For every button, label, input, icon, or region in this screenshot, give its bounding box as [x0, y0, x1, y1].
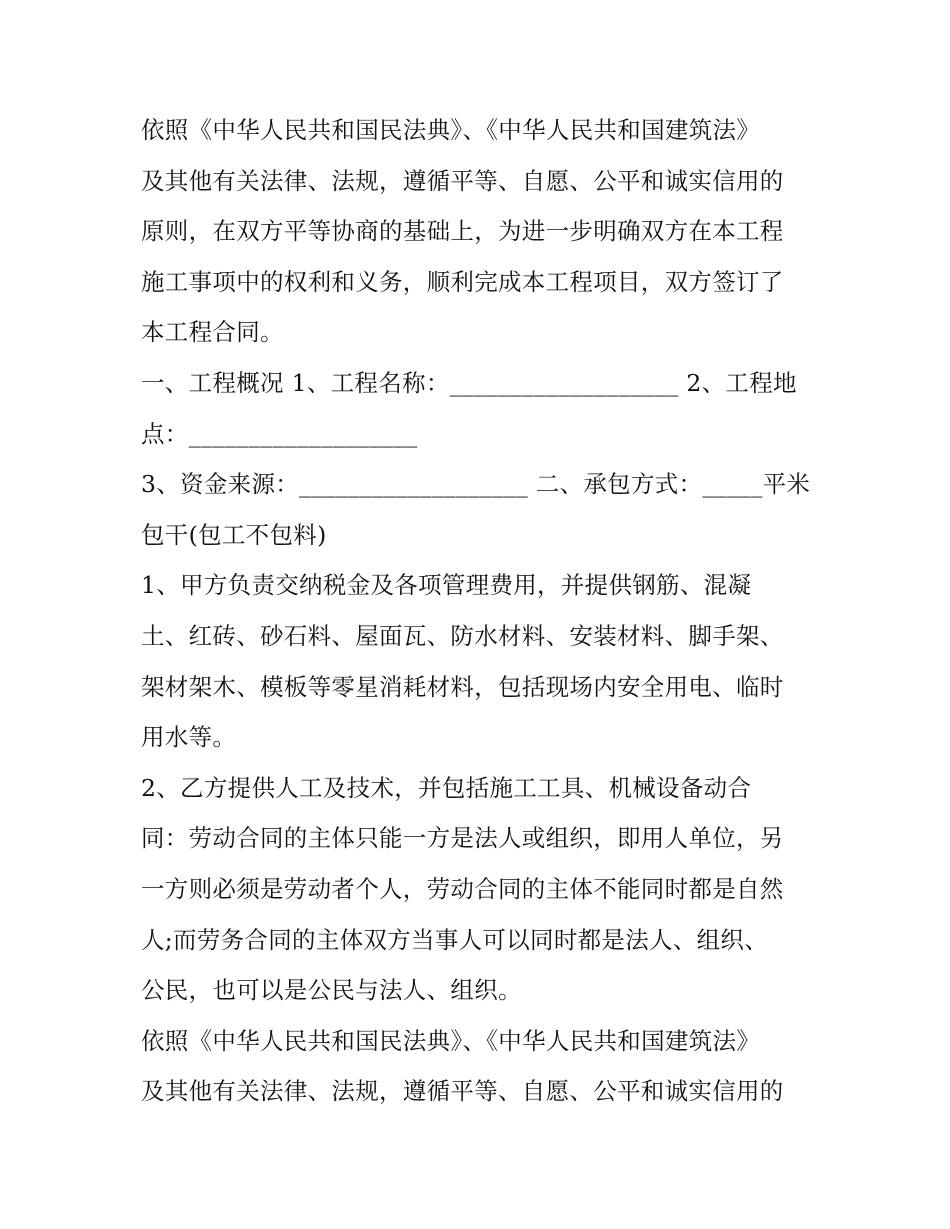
text-line: 一、工程概况 1、工程名称：___________________ 2、工程地	[141, 369, 797, 397]
text-line: 依照《中华人民共和国民法典》、《中华人民共和国建筑法》	[141, 1027, 761, 1055]
text-line: 架材架木、模板等零星消耗材料，包括现场内安全用电、临时	[141, 673, 784, 701]
text-line: 依照《中华人民共和国民法典》、《中华人民共和国建筑法》	[141, 116, 761, 144]
text-line: 施工事项中的权利和义务，顺利完成本工程项目，双方签订了	[141, 268, 784, 296]
text-line: 公民，也可以是公民与法人、组织。	[141, 976, 522, 1004]
text-line: 包干(包工不包料)	[141, 521, 327, 549]
text-line: 用水等。	[141, 723, 237, 751]
text-line: 本工程合同。	[141, 318, 284, 346]
text-line: 一方则必须是劳动者个人，劳动合同的主体不能同时都是自然	[141, 875, 784, 903]
text-line: 土、红砖、砂石料、屋面瓦、防水材料、安装材料、脚手架、	[141, 622, 784, 650]
text-line: 人;而劳务合同的主体双方当事人可以同时都是法人、组织、	[141, 926, 769, 954]
text-line: 及其他有关法律、法规，遵循平等、自愿、公平和诚实信用的	[141, 1077, 784, 1105]
text-line: 1、甲方负责交纳税金及各项管理费用，并提供钢筋、混凝	[141, 571, 752, 599]
text-line: 同：劳动合同的主体只能一方是法人或组织，即用人单位，另	[141, 824, 784, 852]
text-line: 3、资金来源：___________________ 二、承包方式：_____平米	[141, 470, 811, 498]
text-line: 点：___________________	[141, 420, 418, 448]
text-line: 原则，在双方平等协商的基础上，为进一步明确双方在本工程	[141, 217, 784, 245]
text-line: 2、乙方提供人工及技术，并包括施工工具、机械设备动合	[141, 774, 752, 802]
text-line: 及其他有关法律、法规，遵循平等、自愿、公平和诚实信用的	[141, 167, 784, 195]
